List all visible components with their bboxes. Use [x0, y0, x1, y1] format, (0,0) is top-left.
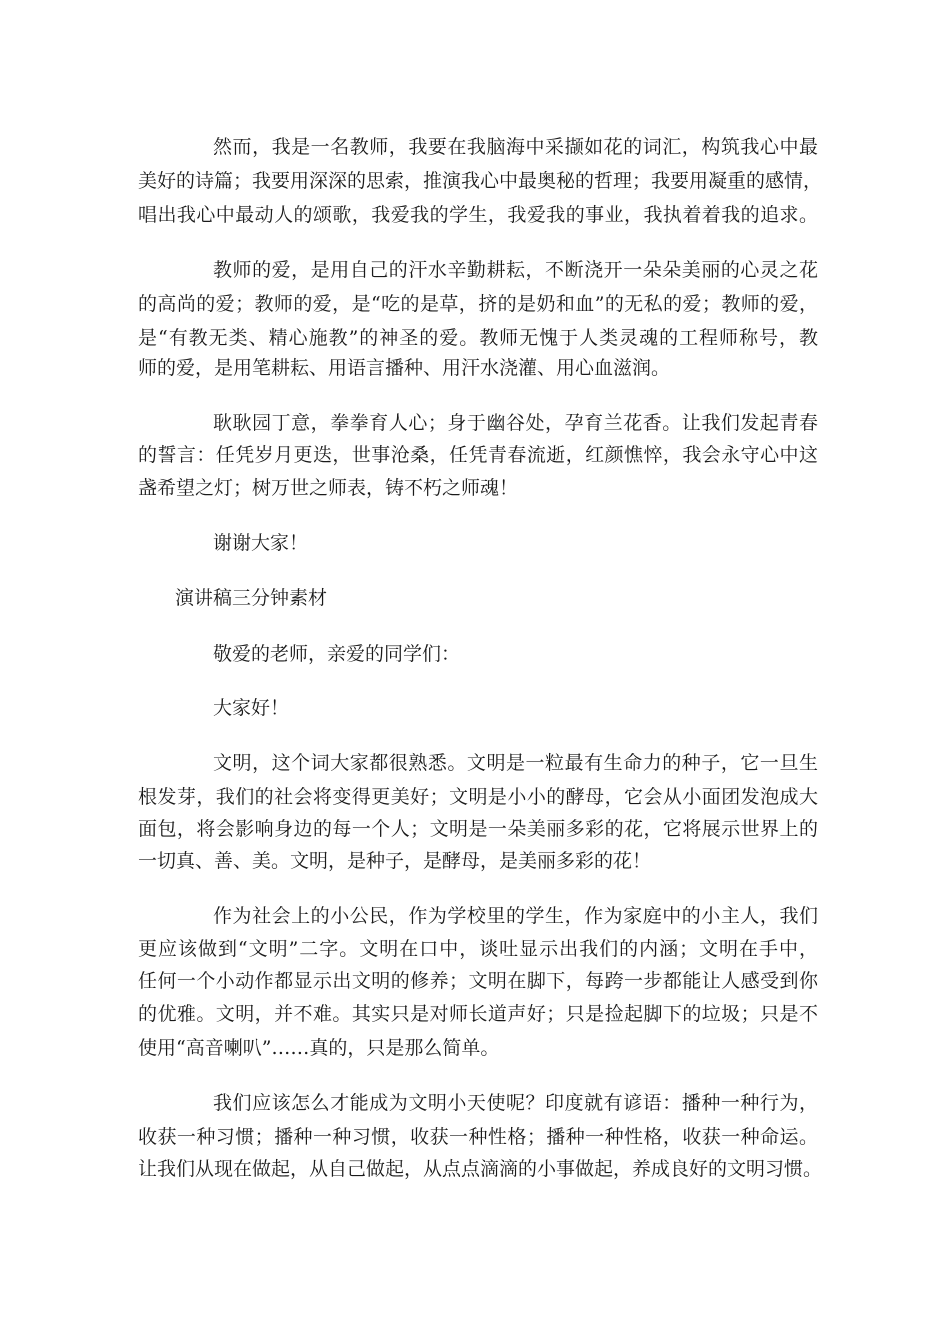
- salutation-line: 敬爱的老师，亲爱的同学们：: [213, 643, 461, 665]
- paragraph-line: 的誓言：任凭岁月更迭，世事沧桑，任凭青春流逝，红颜憔悴，我会永守心中这: [138, 444, 818, 466]
- paragraph-line: 任何一个小动作都显示出文明的修养；文明在脚下，每跨一步都能让人感受到你: [138, 970, 818, 992]
- paragraph-line: 让我们从现在做起，从自己做起，从点点滴滴的小事做起，养成良好的文明习惯。: [138, 1158, 823, 1180]
- paragraph-line: 耿耿园丁意，拳拳育人心；身于幽谷处，孕育兰花香。让我们发起青春: [213, 412, 818, 434]
- paragraph-line: 使用“高音喇叭”……真的，只是那么简单。: [138, 1037, 500, 1059]
- section-heading: 演讲稿三分钟素材: [175, 587, 328, 609]
- paragraph-line: 收获一种习惯；播种一种习惯，收获一种性格；播种一种性格，收获一种命运。: [138, 1126, 818, 1148]
- paragraph-line: 盏希望之灯；树万世之师表，铸不朽之师魂！: [138, 477, 519, 499]
- paragraph-line: 一切真、善、美。文明，是种子，是酵母，是美丽多彩的花！: [138, 850, 652, 872]
- paragraph-line: 的高尚的爱；教师的爱，是“吃的是草，挤的是奶和血”的无私的爱；教师的爱，: [138, 293, 818, 315]
- paragraph-line: 作为社会上的小公民，作为学校里的学生，作为家庭中的小主人，我们: [213, 905, 818, 927]
- paragraph-line: 面包，将会影响身边的每一个人；文明是一朵美丽多彩的花，它将展示世界上的: [138, 818, 818, 840]
- paragraph-line: 我们应该怎么才能成为文明小天使呢？印度就有谚语：播种一种行为，: [213, 1092, 818, 1114]
- greeting-line: 大家好！: [213, 697, 290, 719]
- paragraph-line: 唱出我心中最动人的颂歌，我爱我的学生，我爱我的事业，我执着着我的追求。: [138, 204, 818, 226]
- paragraph-line: 的优雅。文明，并不难。其实只是对师长道声好；只是捡起脚下的垃圾；只是不: [138, 1003, 818, 1025]
- paragraph-line: 教师的爱，是用自己的汗水辛勤耕耘，不断浇开一朵朵美丽的心灵之花: [213, 259, 818, 281]
- paragraph-line: 文明，这个词大家都很熟悉。文明是一粒最有生命力的种子，它一旦生: [213, 752, 818, 774]
- paragraph-line: 然而，我是一名教师，我要在我脑海中采撷如花的词汇，构筑我心中最: [213, 136, 818, 158]
- paragraph-line: 更应该做到“文明”二字。文明在口中，谈吐显示出我们的内涵；文明在手中，: [138, 938, 818, 960]
- paragraph-line: 师的爱，是用笔耕耘、用语言播种、用汗水浇灌、用心血滋润。: [138, 357, 671, 379]
- paragraph-line: 美好的诗篇；我要用深深的思索，推演我心中最奥秘的哲理；我要用凝重的感情，: [138, 170, 823, 192]
- closing-line: 谢谢大家！: [213, 532, 309, 554]
- paragraph-line: 是“有教无类、精心施教”的神圣的爱。教师无愧于人类灵魂的工程师称号，教: [138, 327, 818, 349]
- paragraph-line: 根发芽，我们的社会将变得更美好；文明是小小的酵母，它会从小面团发泡成大: [138, 786, 818, 808]
